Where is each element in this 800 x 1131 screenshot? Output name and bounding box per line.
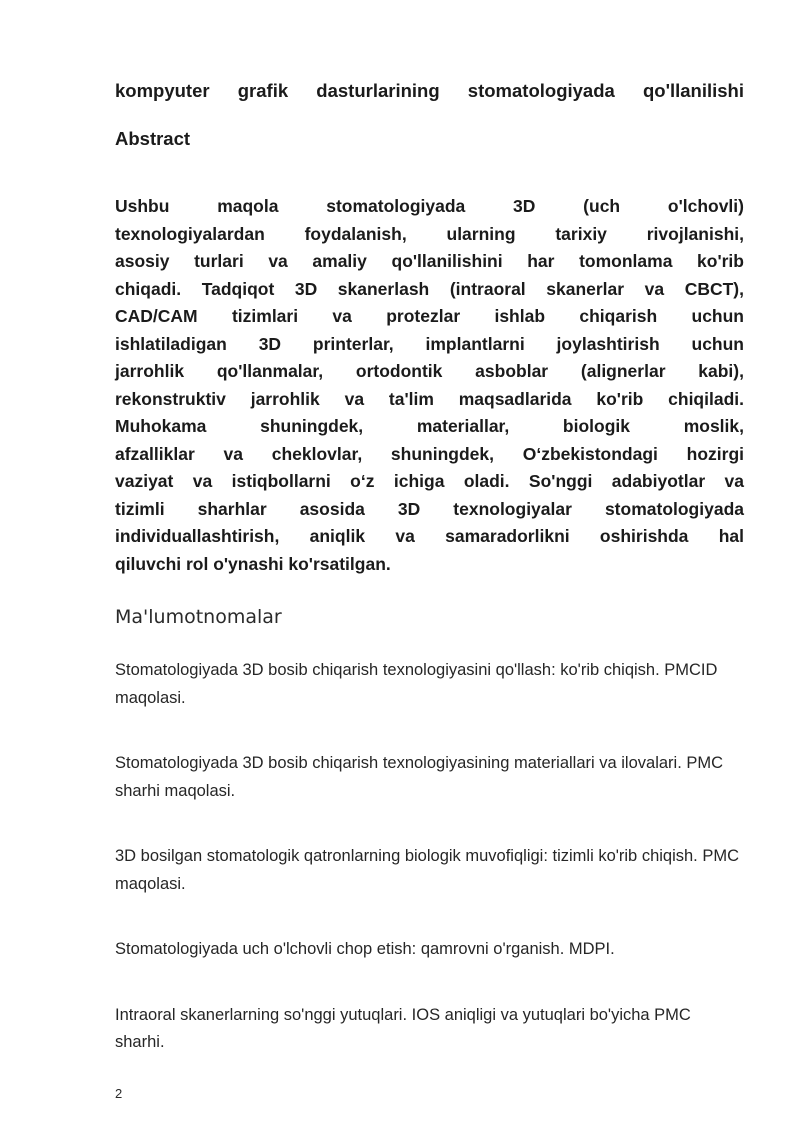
abstract-line: tizimli sharhlar asosida 3D texnologiyalar stomatologiyada — [115, 498, 744, 519]
abstract-line: Ushbu maqola stomatologiyada 3D (uch o'lchovli) — [115, 196, 744, 216]
abstract-line: chiqadi. Tadqiqot 3D skanerlash (intraoral skanerlar va CBCT), — [115, 278, 744, 299]
abstract-paragraph — [115, 193, 744, 578]
page-number: 2 — [115, 1085, 123, 1101]
reference-item: 3D bosilgan stomatologik qatronlarning biologik muvofiqligi: tizimli ko'rib chiqish. PMC maqolasi. — [115, 847, 740, 893]
abstract-line: jarrohlik qo'llanmalar, ortodontik asboblar (alignerlar kabi), — [115, 361, 744, 381]
reference-item: Intraoral skanerlarning so'nggi yutuqlari. IOS aniqligi va yutuqlari bo'yicha PMC sharhi. — [115, 1005, 691, 1051]
abstract-line: ishlatiladigan 3D printerlar, implantlarni joylashtirish uchun — [115, 333, 744, 354]
abstract-heading: Abstract — [115, 128, 191, 149]
abstract-line: individuallashtirish, aniqlik va samaradorlikni oshirishda hal — [115, 526, 744, 546]
document-content — [115, 80, 744, 1102]
abstract-line: rekonstruktiv jarrohlik va ta'lim maqsadlarida ko'rib chiqiladi. — [115, 388, 744, 409]
references-heading: Ma'lumotnomalar — [115, 606, 282, 628]
references-list — [115, 657, 744, 1057]
document-title: kompyuter grafik dasturlarining stomatologiyada qo'llanilishi — [115, 80, 744, 101]
abstract-line: texnologiyalardan foydalanish, ularning tarixiy rivojlanishi, — [115, 223, 744, 244]
abstract-line: Muhokama shuningdek, materiallar, biologik moslik, — [115, 416, 744, 436]
abstract-line: afzalliklar va cheklovlar, shuningdek, Oʻzbekistondagi hozirgi — [115, 443, 744, 464]
abstract-line: asosiy turlari va amaliy qo'llanilishini har tomonlama ko'rib — [115, 251, 744, 271]
abstract-line: CAD/CAM tizimlari va protezlar ishlab chiqarish uchun — [115, 306, 744, 326]
reference-item: Stomatologiyada 3D bosib chiqarish texnologiyasining materiallari va ilovalari. PMC sharhi maqolasi. — [115, 754, 724, 800]
reference-item: Stomatologiyada 3D bosib chiqarish texnologiyasini qo'llash: ko'rib chiqish. PMCID maqolasi. — [115, 661, 718, 707]
reference-item: Stomatologiyada uch o'lchovli chop etish: qamrovni o'rganish. MDPI. — [115, 940, 615, 958]
abstract-line: qiluvchi rol o'ynashi ko'rsatilgan. — [115, 553, 391, 574]
abstract-line: vaziyat va istiqbollarni oʻz ichiga oladi. So'nggi adabiyotlar va — [115, 471, 744, 491]
